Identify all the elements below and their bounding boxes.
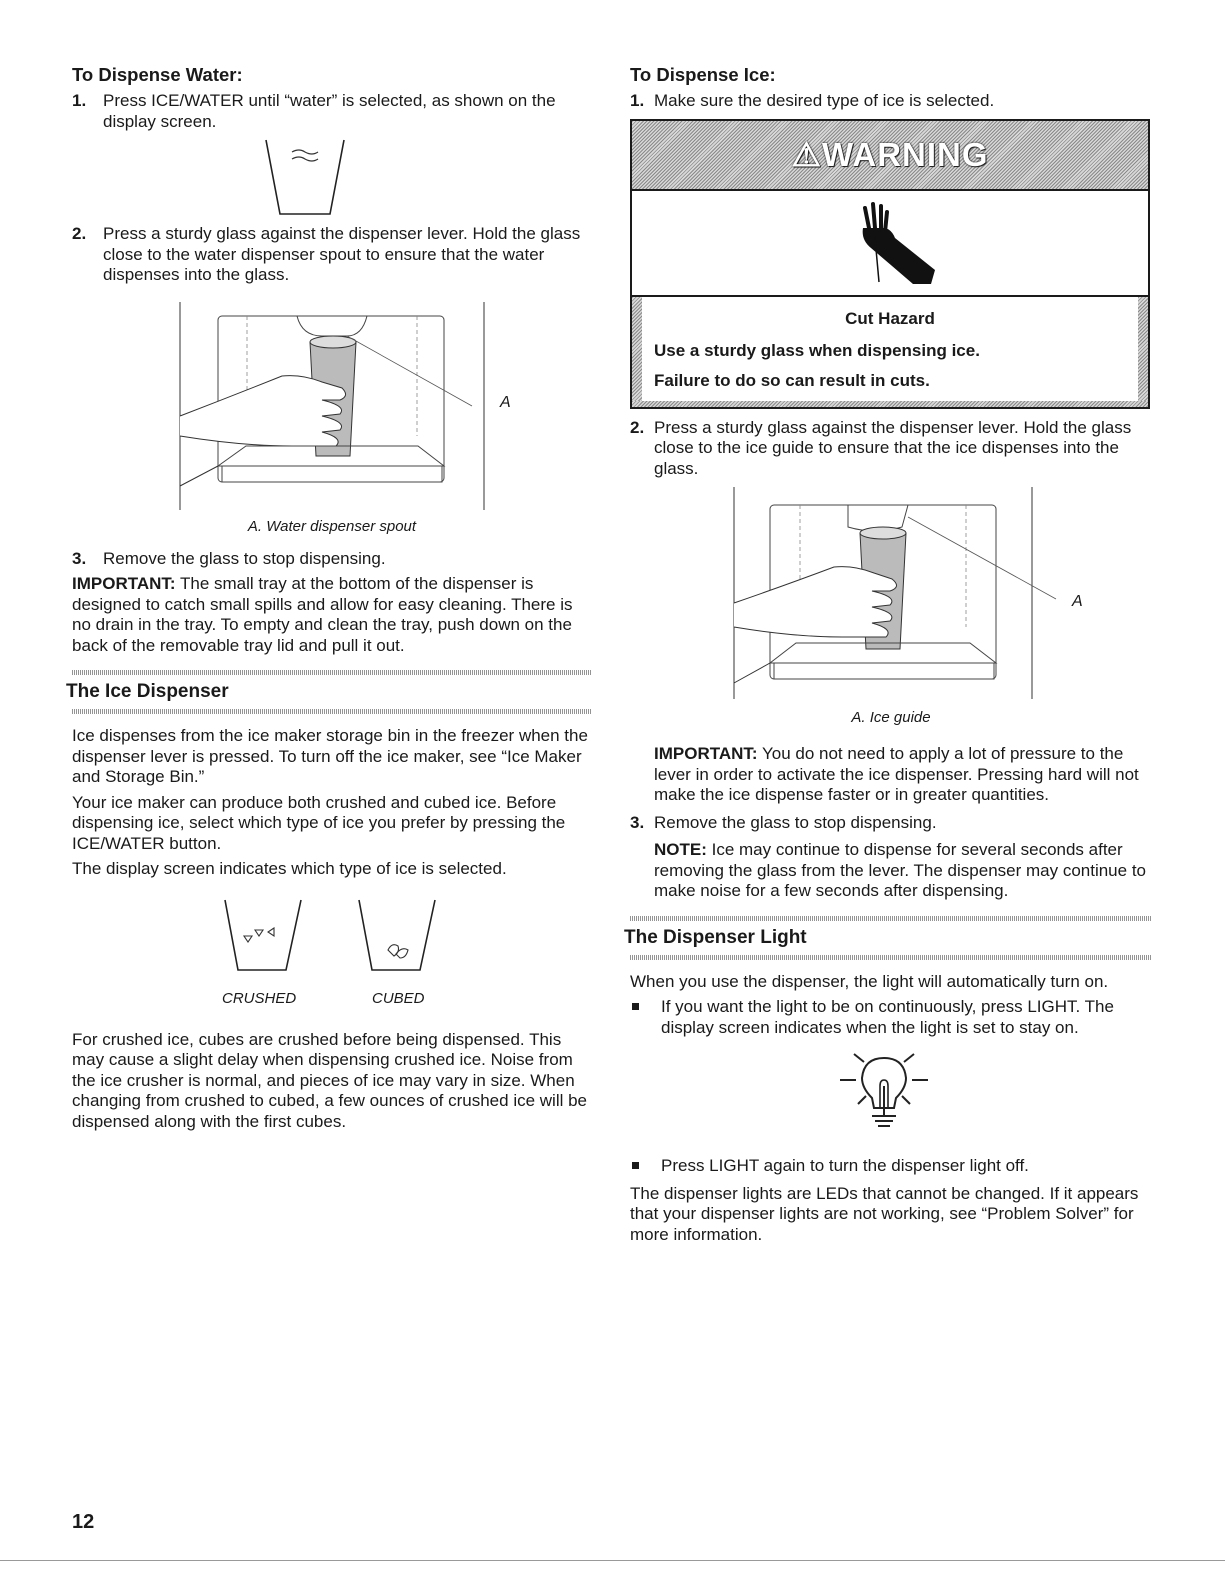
water-step-3	[72, 549, 592, 570]
step-text: Remove the glass to stop dispensing.	[654, 812, 937, 832]
light-bullet-1: If you want the light to be on continuously, press LIGHT. The display screen indicates when the light is set to stay on.	[630, 997, 1152, 1038]
warning-banner	[632, 121, 1148, 191]
hatch	[632, 401, 1148, 407]
ice-type-icons	[72, 898, 592, 1016]
water-heading: To Dispense Water:	[72, 64, 243, 85]
step-number: 2.	[630, 417, 645, 437]
hatch	[632, 297, 642, 407]
divider	[630, 955, 1152, 960]
light-para-2: The dispenser lights are LEDs that cannot be changed. If it appears that your dispenser lights are not working, see “Problem Solver” for more information.	[630, 1183, 1139, 1244]
important-label: IMPORTANT:	[72, 574, 176, 593]
warning-banner-text: ⚠WARNING	[791, 136, 989, 173]
crushed-label: CRUSHED	[222, 989, 297, 1007]
ice-caption: A. Ice guide	[851, 709, 931, 726]
step-number: 3.	[72, 548, 87, 568]
divider	[72, 709, 592, 714]
crushed-ice-glass-icon	[222, 898, 304, 974]
step-text: Make sure the desired type of ice is selected.	[654, 91, 995, 110]
important-paragraph	[630, 744, 1152, 806]
important-label: IMPORTANT:	[654, 744, 758, 763]
ice-heading: To Dispense Ice:	[630, 64, 776, 85]
important-paragraph	[72, 574, 592, 656]
important-text: The small tray at the bottom of the dispenser is designed to catch small spills and allow for easy cleaning. There is no drain in the tray. To empty and clean the tray, push down on the back of the removable tray lid and pull it out.	[72, 574, 573, 655]
ice-para-1: Ice dispenses from the ice maker storage bin in the freezer when the dispenser lever is pressed. To turn off the ice maker, see “Ice Maker and Storage Bin.”	[72, 726, 588, 786]
note-text: Ice may continue to dispense for several seconds after removing the glass from the lever. The dispenser may continue to make noise for a few seconds after dispensing.	[654, 840, 1146, 900]
light-bulb-icon	[824, 1050, 1152, 1130]
warning-title: Cut Hazard	[845, 308, 935, 328]
ice-para-4: For crushed ice, cubes are crushed before being dispensed. This may cause a slight delay when dispensing crushed ice. Noise from the ice crusher is normal, and pieces of ice may vary in size. When changing from crushed to cubed, a few ounces of crushed ice will be dispensed along with the first cubes.	[72, 1029, 588, 1131]
ice-para-3: The display screen indicates which type of ice is selected.	[72, 859, 507, 878]
step-number: 1.	[630, 91, 645, 110]
ice-dispenser-illustration	[730, 487, 1083, 705]
warning-word: WARNING	[822, 136, 989, 173]
step-text: Press ICE/WATER until “water” is selected, as shown on the display screen.	[103, 91, 556, 131]
warning-line-1: Use a sturdy glass when dispensing ice.	[654, 340, 980, 360]
left-column	[66, 64, 592, 1132]
warning-body	[632, 297, 1148, 407]
water-step-2	[72, 224, 592, 286]
divider	[72, 670, 592, 675]
step-number: 1.	[72, 91, 87, 110]
step-number: 3.	[630, 812, 645, 832]
figure-label-a: A	[500, 393, 511, 411]
bottom-rule	[0, 1560, 1225, 1561]
hatch	[1138, 297, 1148, 407]
step-text: Press a sturdy glass against the dispenser lever. Hold the glass close to the ice guide to ensure that the ice dispenses into the glass.	[654, 417, 1132, 478]
important-text: You do not need to apply a lot of pressure to the lever in order to activate the ice dispenser. Pressing hard will not make the ice dispense faster or in greater quantities.	[654, 744, 1139, 804]
light-heading: The Dispenser Light	[624, 926, 807, 948]
water-glass-icon	[262, 138, 592, 218]
page-number: 12	[72, 1511, 95, 1533]
right-column	[624, 64, 1152, 1245]
note-paragraph	[630, 840, 1152, 902]
divider	[630, 916, 1152, 921]
cubed-ice-glass-icon	[356, 898, 438, 974]
light-bullet-2: Press LIGHT again to turn the dispenser light off.	[630, 1156, 1152, 1177]
ice-step-3	[630, 813, 1152, 834]
figure-label-a: A	[1072, 593, 1083, 610]
cut-hazard-icon	[835, 198, 945, 288]
step-number: 2.	[72, 224, 87, 243]
light-section-header	[624, 916, 1152, 960]
water-step-1	[72, 91, 592, 132]
step-text: Press a sturdy glass against the dispenser lever. Hold the glass close to the water dispenser spout to ensure that the water dispenses into the glass.	[103, 224, 581, 284]
warning-box	[630, 119, 1150, 409]
cubed-label: CUBED	[372, 989, 425, 1007]
step-text: Remove the glass to stop dispensing.	[103, 548, 386, 568]
light-para-1: When you use the dispenser, the light will automatically turn on.	[630, 971, 1109, 991]
ice-para-2: Your ice maker can produce both crushed and cubed ice. Before dispensing ice, select which type of ice you prefer by pressing the ICE/WATER button.	[72, 792, 566, 853]
ice-step-2	[630, 418, 1152, 480]
water-caption: A. Water dispenser spout	[247, 517, 417, 535]
ice-step-1	[630, 91, 1152, 112]
note-label: NOTE:	[654, 840, 707, 859]
ice-dispenser-heading: The Ice Dispenser	[66, 681, 229, 702]
water-dispenser-illustration	[172, 296, 512, 516]
cut-hazard-icon-area	[632, 191, 1148, 297]
warning-line-2: Failure to do so can result in cuts.	[654, 370, 930, 390]
ice-dispenser-section-header	[66, 670, 592, 714]
